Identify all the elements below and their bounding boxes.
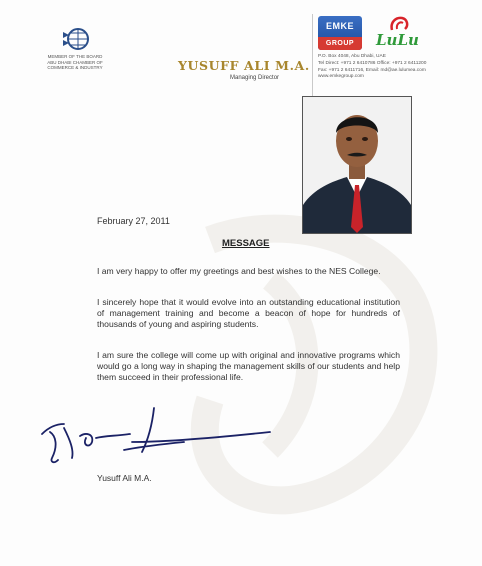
sender-name: YUSUFF ALI M.A. bbox=[178, 58, 310, 73]
paragraph-programs: I am sure the college will come up with original and innovative programs which would go a long way in shaping the management skills of our students and help them succeed in their professional life. bbox=[97, 350, 400, 382]
portrait-photo bbox=[302, 96, 412, 234]
lulu-logo-icon bbox=[388, 16, 410, 32]
lulu-logo-text: LuLu bbox=[376, 31, 419, 49]
contact-line: Fax: +971 2 6411716, Email: md@ae.lulumea.com bbox=[318, 67, 426, 73]
contact-line: P.O. Box 4048, Abu Dhabi, UAE bbox=[318, 54, 386, 59]
emke-logo-top: EMKE bbox=[325, 21, 354, 31]
sender-title: Managing Director bbox=[230, 75, 280, 81]
chamber-logo-icon bbox=[60, 26, 90, 52]
header-divider bbox=[312, 14, 313, 96]
contact-line: Tel Direct: +971 2 6410786 Office: +971 2 6411200 bbox=[318, 60, 427, 66]
signer-name: Yusuff Ali M.A. bbox=[97, 473, 152, 483]
portrait-illustration bbox=[303, 97, 411, 233]
chamber-membership bbox=[30, 26, 120, 71]
chamber-text: MEMBER OF THE BOARD ABU DHABI CHAMBER OF COMMERCE & INDUSTRY bbox=[47, 54, 103, 70]
emke-group-logo bbox=[318, 16, 362, 50]
contact-details bbox=[318, 54, 426, 81]
letter-date: February 27, 2011 bbox=[97, 216, 170, 226]
paragraph-hope: I sincerely hope that it would evolve into an outstanding educational institution of management training and become a beacon of hope for hundreds of thousands of young and aspiring students. bbox=[97, 297, 400, 329]
emke-logo-bottom: GROUP bbox=[318, 37, 362, 50]
contact-line: www.emkegroup.com bbox=[318, 74, 364, 80]
letter-heading: MESSAGE bbox=[222, 238, 270, 249]
paragraph-greeting: I am very happy to offer my greetings and best wishes to the NES College. bbox=[97, 266, 381, 276]
handwritten-signature bbox=[34, 406, 284, 468]
